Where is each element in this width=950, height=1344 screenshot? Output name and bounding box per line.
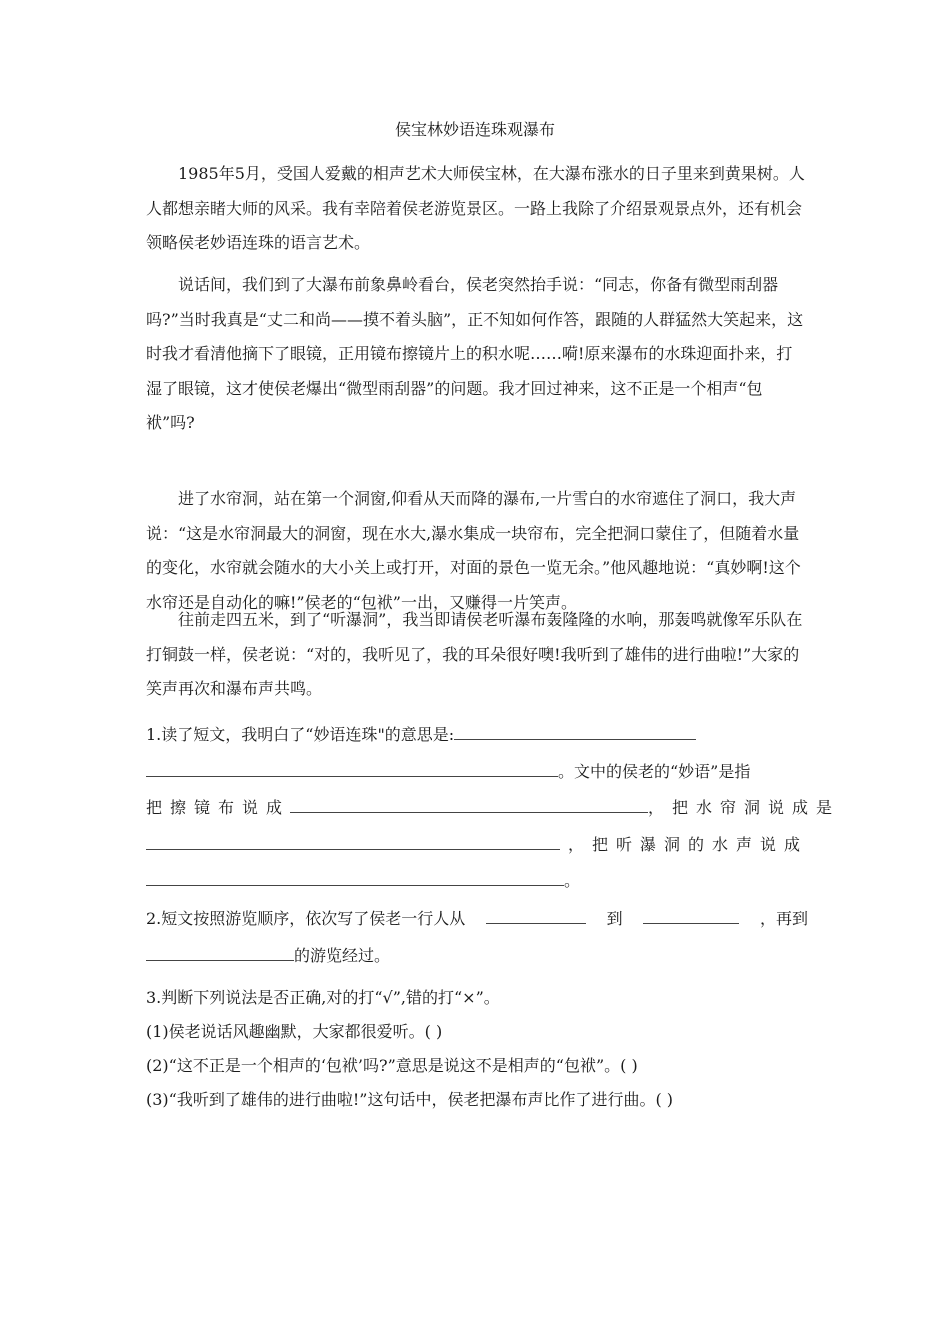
question-1-curtain-label: ，把水帘洞说成是 [648,798,841,817]
answer-blank-curtain[interactable] [146,835,560,850]
paragraph-2 [146,268,808,441]
question-1-mid: 。文中的侯老的“妙语”是指 [558,761,751,781]
paragraph-1 [146,157,808,261]
question-3 [146,981,808,1117]
judgment-item-3[interactable]: (3)“我听到了雄伟的进行曲啦!”这句话中，侯老把瀑布声比作了进行曲。( ) [146,1090,674,1109]
question-1-end: 。 [564,871,581,890]
judgment-item-1[interactable]: (1)侯老说话风趣幽默，大家都很爱听。( ) [146,1022,443,1041]
question-2 [146,900,808,974]
answer-blank-place-1[interactable] [486,909,586,924]
question-2-suffix: 的游览经过。 [294,946,391,965]
answer-blank-place-2[interactable] [643,909,739,924]
answer-blank-sound[interactable] [146,871,564,886]
judgment-item-2[interactable]: (2)“这不正是一个相声的‘包袱’吗?”意思是说这不是相声的“包袱”。( ) [146,1056,638,1075]
answer-blank-meaning[interactable] [454,725,696,740]
paragraph-3 [146,482,808,620]
question-2-to: 到 [606,909,623,928]
paragraph-text: 往前走四五米，到了“听瀑洞”，我当即请侯老听瀑布轰隆隆的水响，那轰鸣就像军乐队在打铜鼓一样，侯老说：“对的，我听见了，我的耳朵很好噢!我听到了雄伟的进行曲啦!”大家的笑声再次和瀑布声共鸣。 [146,610,803,698]
question-1-sound-label: ，把听瀑洞的水声说成 [567,834,808,854]
passage-title: 侯宝林妙语连珠观瀑布 [394,120,555,139]
question-2-then: ，再到 [759,909,808,928]
answer-blank-meaning-cont[interactable] [146,762,558,777]
paragraph-text: 进了水帘洞，站在第一个洞窗,仰看从天而降的瀑布,一片雪白的水帘遮住了洞口，我大声说：“这是水帘洞最大的洞窗，现在水大,瀑水集成一块帘布，完全把洞口蒙住了，但随着水量的变化，水帘就会随水的大小关上或打开，对面的景色一览无余。”他风趣地说：“真妙啊!这个水帘还是自动化的嘛!”侯老的“包袱”一出，又赚得一片笑声。 [146,489,801,612]
paragraph-text: 1985年5月，受国人爱戴的相声艺术大师侯宝林，在大瀑布涨水的日子里来到黄果树。人人都想亲睹大师的风采。我有幸陪着侯老游览景区。一路上我除了介绍景观景点外，还有机会领略侯老妙语连珠的语言艺术。 [146,164,805,252]
question-1-prefix: 1.读了短文，我明白了“妙语连珠"的意思是: [146,725,455,744]
paragraph-text: 说话间，我们到了大瀑布前象鼻岭看台，侯老突然抬手说：“同志，你备有微型雨刮器吗?”当时我真是“丈二和尚——摸不着头脑”，正不知如何作答，跟随的人群猛然大笑起来，这时我才看清他摘下了眼镜，正用镜布擦镜片上的积水呢……嗬!原来瀑布的水珠迎面扑来，打湿了眼镜，这才使侯老爆出“微型雨刮器”的问题。我才回过神来，这不正是一个相声“包袱”吗? [146,275,804,432]
answer-blank-place-3[interactable] [146,946,294,961]
question-3-prompt: 3.判断下列说法是否正确,对的打“√”,错的打“×”。 [146,988,500,1007]
question-1 [146,717,841,900]
answer-blank-cloth[interactable] [290,798,648,813]
question-1-cloth-label: 把擦镜布说成 [146,798,291,817]
paragraph-4 [146,603,808,707]
question-2-prefix: 2.短文按照游览顺序，依次写了侯老一行人从 [146,909,466,928]
